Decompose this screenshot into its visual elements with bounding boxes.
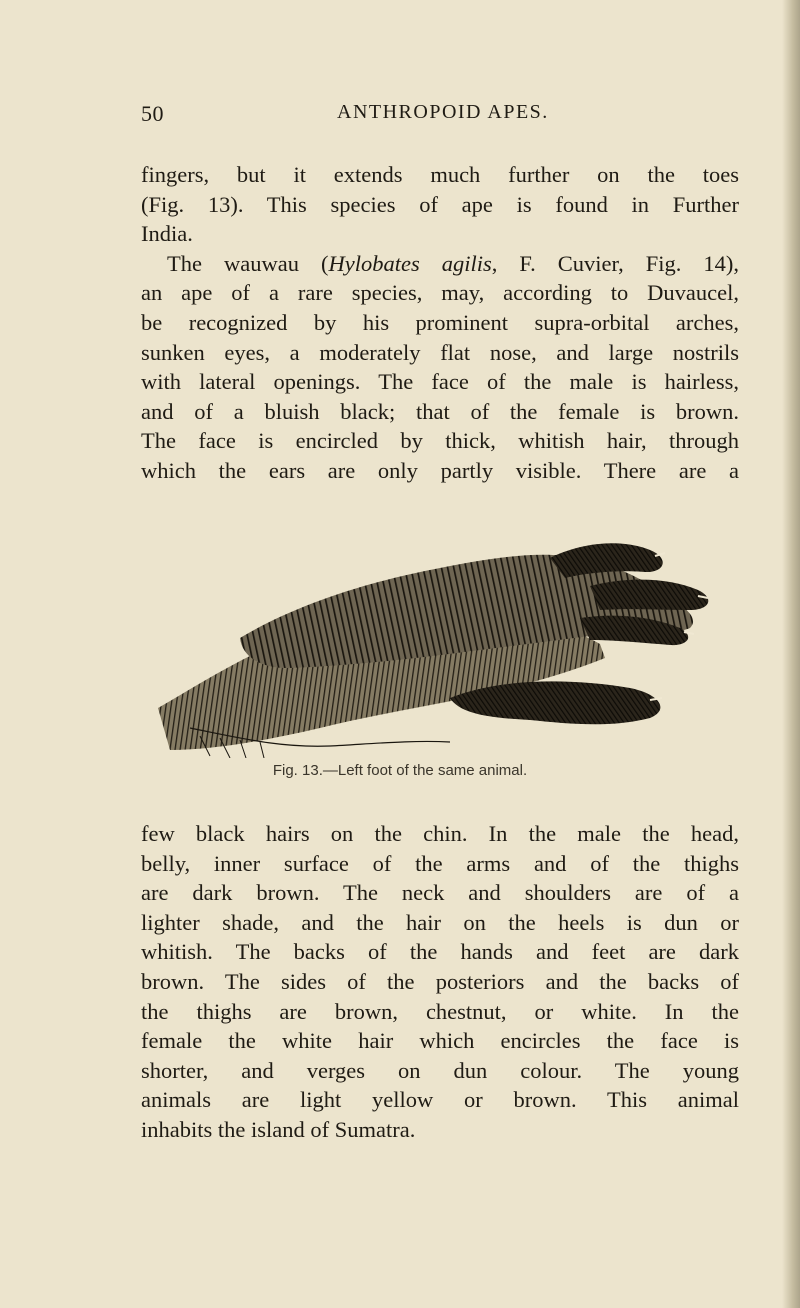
page-number: 50 — [141, 101, 164, 126]
text-line: whitish. The backs of the hands and feet are dark — [141, 939, 739, 965]
running-head: ANTHROPOID APES. — [337, 101, 549, 123]
body-text-bottom — [141, 819, 739, 1145]
text-line: the thighs are brown, chestnut, or white. In the — [141, 998, 739, 1024]
text-line: few black hairs on the chin. In the male the head, — [141, 821, 739, 846]
text-line: animals are light yellow or brown. This animal — [141, 1087, 739, 1113]
text-line: lighter shade, and the hair on the heels is dun or — [141, 909, 739, 935]
foot-top — [240, 555, 693, 668]
text-line: sunken eyes, a moderately flat nose, and large nostrils — [141, 339, 739, 365]
text-line: which the ears are only partly visible. There are a — [141, 457, 739, 483]
text-line: shorter, and verges on dun colour. The young — [141, 1057, 739, 1083]
toe — [590, 580, 708, 610]
text-line: fingers, but it extends much further on the toes — [141, 162, 739, 187]
page-header — [0, 101, 800, 131]
text-span: The wauwau ( — [167, 250, 329, 276]
figure-left-foot — [150, 528, 710, 784]
text-line: India. — [141, 221, 193, 247]
text-line: (Fig. 13). This species of ape is found in Further — [141, 191, 739, 217]
text-line: female the white hair which encircles the face is — [141, 1028, 739, 1054]
text-span: , F. Cuvier, Fig. 14), — [491, 250, 739, 276]
page-edge-shadow — [782, 0, 800, 1308]
species-name-italic: Hylobates agilis — [328, 250, 492, 276]
text-line: The face is encircled by thick, whitish hair, through — [141, 428, 739, 454]
text-line — [141, 249, 739, 279]
text-line: brown. The sides of the posteriors and the backs of — [141, 968, 739, 994]
text-line: belly, inner surface of the arms and of the thighs — [141, 850, 739, 876]
text-line: are dark brown. The neck and shoulders are of a — [141, 880, 739, 906]
text-line: and of a bluish black; that of the female is brown. — [141, 398, 739, 424]
text-line: inhabits the island of Sumatra. — [141, 1116, 416, 1142]
left-foot-engraving — [150, 528, 710, 758]
figure-caption: Fig. 13.—Left foot of the same animal. — [272, 762, 528, 779]
text-line: with lateral openings. The face of the male is hairless, — [141, 369, 739, 395]
text-line: an ape of a rare species, may, according to Duvaucel, — [141, 280, 739, 306]
text-line: be recognized by his prominent supra-orbital arches, — [141, 309, 739, 335]
body-text-top — [141, 160, 739, 486]
